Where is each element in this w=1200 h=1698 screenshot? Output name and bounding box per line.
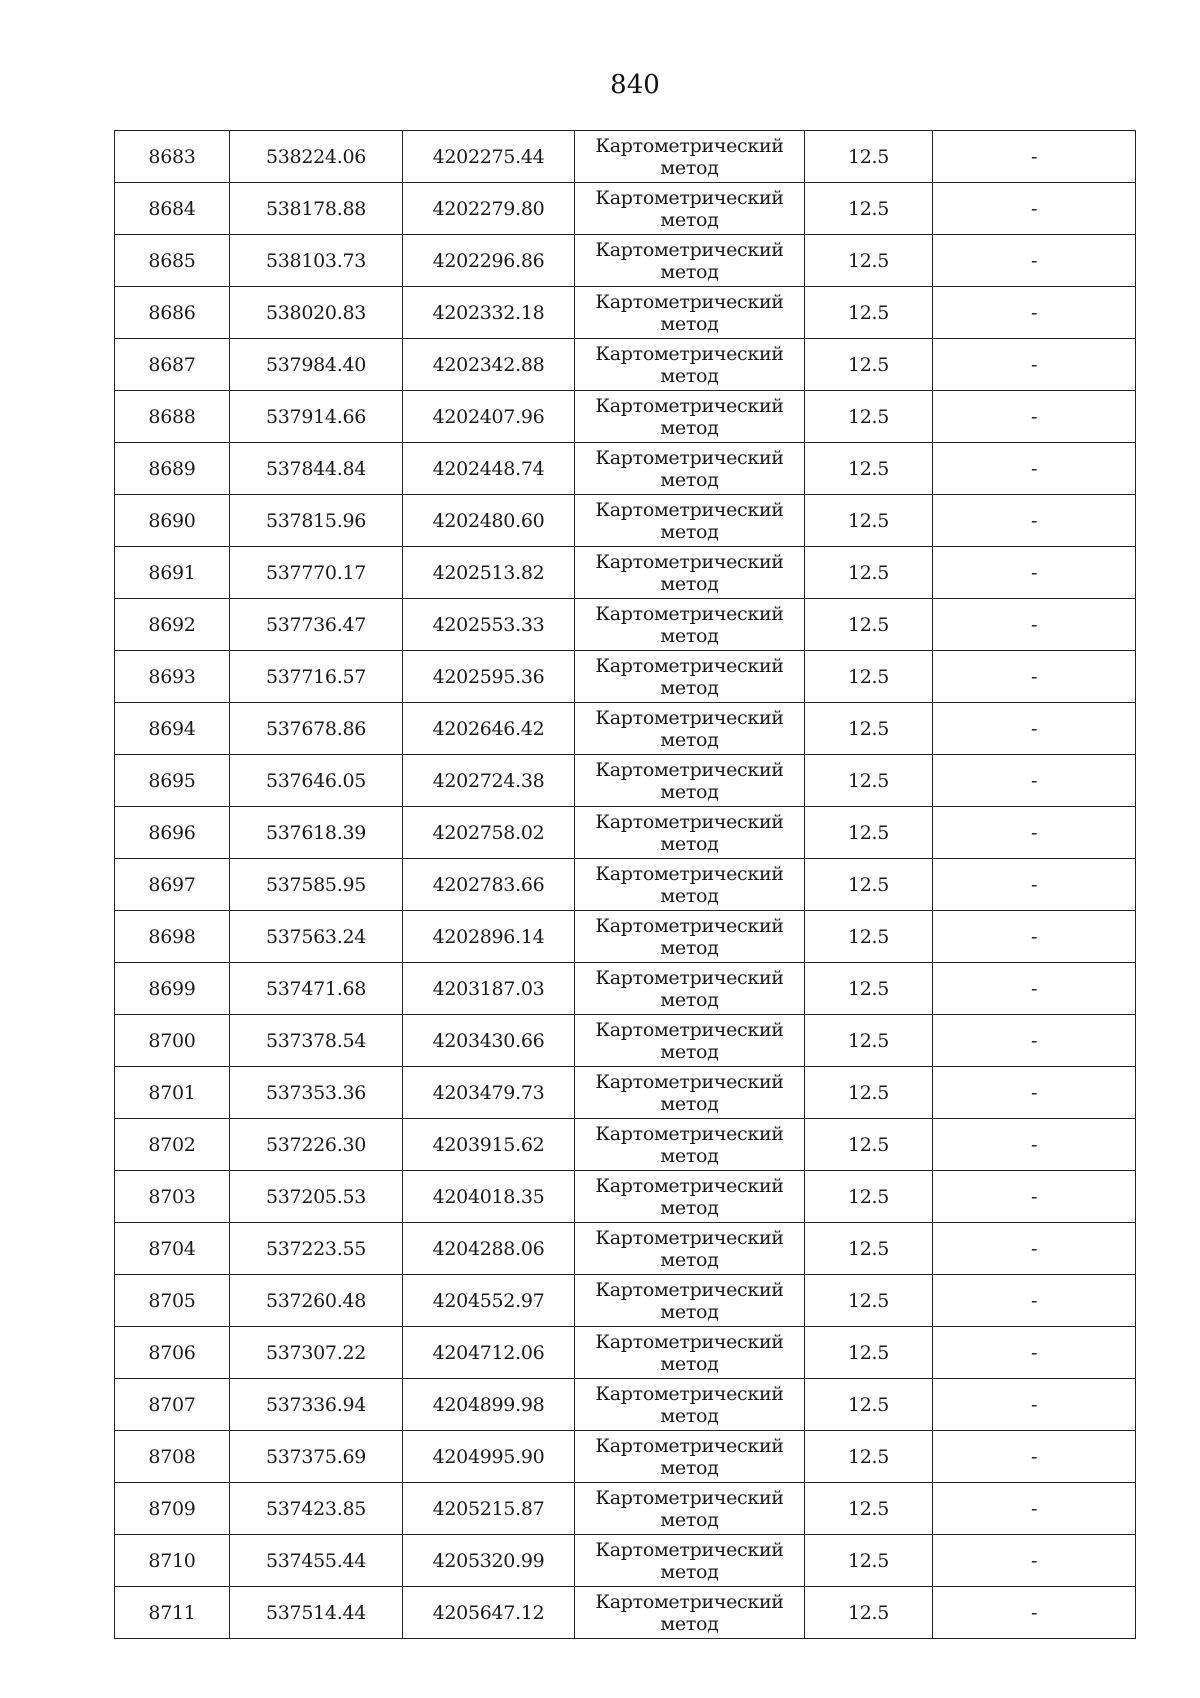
point-number-cell: 8711 [115, 1587, 230, 1639]
precision-cell: 12.5 [805, 1431, 933, 1483]
method-text-line: Картометрический [595, 914, 784, 937]
table-row [115, 1535, 1136, 1587]
y-coordinate-cell: 4202724.38 [403, 755, 575, 807]
y-coordinate-cell: 4202279.80 [403, 183, 575, 235]
x-coordinate-cell: 537563.24 [230, 911, 403, 963]
method-cell [575, 443, 805, 495]
note-cell: - [933, 339, 1136, 391]
point-number-cell: 8706 [115, 1327, 230, 1379]
precision-cell: 12.5 [805, 1483, 933, 1535]
method-text-line: Картометрический [595, 1434, 784, 1457]
method-cell [575, 1327, 805, 1379]
method-text-line: Картометрический [595, 134, 784, 157]
method-text-line: Картометрический [595, 186, 784, 209]
method-text-line: Картометрический [595, 810, 784, 833]
x-coordinate-cell: 537646.05 [230, 755, 403, 807]
method-cell [575, 1067, 805, 1119]
method-text-line: Картометрический [595, 1122, 784, 1145]
page-number: 840 [610, 70, 660, 100]
table-row [115, 339, 1136, 391]
method-text-line: Картометрический [595, 498, 784, 521]
method-text-line: Картометрический [595, 446, 784, 469]
point-number-cell: 8700 [115, 1015, 230, 1067]
method-cell [575, 547, 805, 599]
x-coordinate-cell: 537336.94 [230, 1379, 403, 1431]
method-text-line: метод [660, 728, 719, 751]
method-cell [575, 495, 805, 547]
point-number-cell: 8687 [115, 339, 230, 391]
method-text-line: метод [660, 416, 719, 439]
note-cell: - [933, 807, 1136, 859]
method-text-line: метод [660, 1144, 719, 1167]
method-cell [575, 1535, 805, 1587]
table-row [115, 963, 1136, 1015]
y-coordinate-cell: 4202332.18 [403, 287, 575, 339]
precision-cell: 12.5 [805, 1587, 933, 1639]
x-coordinate-cell: 537736.47 [230, 599, 403, 651]
method-text-line: метод [660, 936, 719, 959]
method-text-line: метод [660, 1404, 719, 1427]
point-number-cell: 8694 [115, 703, 230, 755]
table-row [115, 807, 1136, 859]
method-cell [575, 1587, 805, 1639]
point-number-cell: 8690 [115, 495, 230, 547]
point-number-cell: 8695 [115, 755, 230, 807]
method-cell [575, 1275, 805, 1327]
note-cell: - [933, 1067, 1136, 1119]
method-cell [575, 235, 805, 287]
note-cell: - [933, 495, 1136, 547]
point-number-cell: 8699 [115, 963, 230, 1015]
x-coordinate-cell: 538103.73 [230, 235, 403, 287]
x-coordinate-cell: 537984.40 [230, 339, 403, 391]
precision-cell: 12.5 [805, 131, 933, 183]
method-text-line: Картометрический [595, 342, 784, 365]
method-text-line: Картометрический [595, 1278, 784, 1301]
precision-cell: 12.5 [805, 1275, 933, 1327]
table-row [115, 911, 1136, 963]
note-cell: - [933, 1431, 1136, 1483]
table-row [115, 1171, 1136, 1223]
x-coordinate-cell: 537353.36 [230, 1067, 403, 1119]
method-text-line: Картометрический [595, 290, 784, 313]
y-coordinate-cell: 4202896.14 [403, 911, 575, 963]
x-coordinate-cell: 537375.69 [230, 1431, 403, 1483]
precision-cell: 12.5 [805, 651, 933, 703]
precision-cell: 12.5 [805, 287, 933, 339]
y-coordinate-cell: 4204899.98 [403, 1379, 575, 1431]
point-number-cell: 8686 [115, 287, 230, 339]
y-coordinate-cell: 4204018.35 [403, 1171, 575, 1223]
method-cell [575, 339, 805, 391]
note-cell: - [933, 235, 1136, 287]
table-row [115, 131, 1136, 183]
precision-cell: 12.5 [805, 1015, 933, 1067]
y-coordinate-cell: 4203430.66 [403, 1015, 575, 1067]
method-text-line: метод [660, 468, 719, 491]
note-cell: - [933, 1119, 1136, 1171]
note-cell: - [933, 911, 1136, 963]
table-row [115, 755, 1136, 807]
method-cell [575, 963, 805, 1015]
precision-cell: 12.5 [805, 859, 933, 911]
x-coordinate-cell: 537716.57 [230, 651, 403, 703]
method-cell [575, 1223, 805, 1275]
table-row [115, 1483, 1136, 1535]
note-cell: - [933, 1483, 1136, 1535]
y-coordinate-cell: 4204995.90 [403, 1431, 575, 1483]
method-text-line: метод [660, 676, 719, 699]
precision-cell: 12.5 [805, 235, 933, 287]
point-number-cell: 8684 [115, 183, 230, 235]
method-text-line: Картометрический [595, 1018, 784, 1041]
method-cell [575, 287, 805, 339]
method-text-line: Картометрический [595, 758, 784, 781]
y-coordinate-cell: 4205215.87 [403, 1483, 575, 1535]
point-number-cell: 8705 [115, 1275, 230, 1327]
y-coordinate-cell: 4202275.44 [403, 131, 575, 183]
method-text-line: метод [660, 624, 719, 647]
method-text-line: метод [660, 260, 719, 283]
method-text-line: Картометрический [595, 1070, 784, 1093]
note-cell: - [933, 183, 1136, 235]
method-text-line: Картометрический [595, 602, 784, 625]
point-number-cell: 8692 [115, 599, 230, 651]
precision-cell: 12.5 [805, 1535, 933, 1587]
point-number-cell: 8683 [115, 131, 230, 183]
method-cell [575, 391, 805, 443]
note-cell: - [933, 1327, 1136, 1379]
note-cell: - [933, 443, 1136, 495]
method-text-line: метод [660, 832, 719, 855]
method-cell [575, 599, 805, 651]
method-cell [575, 1171, 805, 1223]
note-cell: - [933, 651, 1136, 703]
method-text-line: метод [660, 988, 719, 1011]
precision-cell: 12.5 [805, 547, 933, 599]
note-cell: - [933, 1015, 1136, 1067]
method-text-line: метод [660, 1560, 719, 1583]
point-number-cell: 8701 [115, 1067, 230, 1119]
y-coordinate-cell: 4203187.03 [403, 963, 575, 1015]
precision-cell: 12.5 [805, 1223, 933, 1275]
method-text-line: Картометрический [595, 550, 784, 573]
method-text-line: метод [660, 884, 719, 907]
x-coordinate-cell: 537455.44 [230, 1535, 403, 1587]
y-coordinate-cell: 4204552.97 [403, 1275, 575, 1327]
note-cell: - [933, 859, 1136, 911]
method-text-line: метод [660, 780, 719, 803]
point-number-cell: 8703 [115, 1171, 230, 1223]
method-text-line: метод [660, 1612, 719, 1635]
x-coordinate-cell: 537307.22 [230, 1327, 403, 1379]
x-coordinate-cell: 537585.95 [230, 859, 403, 911]
table-row [115, 547, 1136, 599]
precision-cell: 12.5 [805, 911, 933, 963]
precision-cell: 12.5 [805, 703, 933, 755]
method-text-line: Картометрический [595, 706, 784, 729]
method-cell [575, 131, 805, 183]
method-text-line: метод [660, 1196, 719, 1219]
coordinates-table-body [115, 131, 1136, 1639]
method-cell [575, 703, 805, 755]
note-cell: - [933, 287, 1136, 339]
note-cell: - [933, 1379, 1136, 1431]
precision-cell: 12.5 [805, 339, 933, 391]
table-row [115, 651, 1136, 703]
precision-cell: 12.5 [805, 1171, 933, 1223]
method-cell [575, 911, 805, 963]
y-coordinate-cell: 4202595.36 [403, 651, 575, 703]
table-row [115, 703, 1136, 755]
point-number-cell: 8697 [115, 859, 230, 911]
method-cell [575, 1431, 805, 1483]
method-text-line: Картометрический [595, 1226, 784, 1249]
method-text-line: метод [660, 572, 719, 595]
x-coordinate-cell: 537423.85 [230, 1483, 403, 1535]
y-coordinate-cell: 4204712.06 [403, 1327, 575, 1379]
method-cell [575, 1119, 805, 1171]
x-coordinate-cell: 538020.83 [230, 287, 403, 339]
note-cell: - [933, 391, 1136, 443]
precision-cell: 12.5 [805, 1119, 933, 1171]
y-coordinate-cell: 4205647.12 [403, 1587, 575, 1639]
table-row [115, 1327, 1136, 1379]
precision-cell: 12.5 [805, 391, 933, 443]
point-number-cell: 8689 [115, 443, 230, 495]
y-coordinate-cell: 4203479.73 [403, 1067, 575, 1119]
note-cell: - [933, 599, 1136, 651]
table-row [115, 1431, 1136, 1483]
precision-cell: 12.5 [805, 1067, 933, 1119]
point-number-cell: 8698 [115, 911, 230, 963]
point-number-cell: 8708 [115, 1431, 230, 1483]
table-row [115, 1275, 1136, 1327]
point-number-cell: 8685 [115, 235, 230, 287]
x-coordinate-cell: 537223.55 [230, 1223, 403, 1275]
table-row [115, 443, 1136, 495]
method-cell [575, 859, 805, 911]
method-text-line: Картометрический [595, 1538, 784, 1561]
method-text-line: метод [660, 208, 719, 231]
y-coordinate-cell: 4205320.99 [403, 1535, 575, 1587]
method-text-line: метод [660, 1300, 719, 1323]
point-number-cell: 8709 [115, 1483, 230, 1535]
precision-cell: 12.5 [805, 443, 933, 495]
point-number-cell: 8693 [115, 651, 230, 703]
y-coordinate-cell: 4202553.33 [403, 599, 575, 651]
method-text-line: метод [660, 1092, 719, 1115]
x-coordinate-cell: 537471.68 [230, 963, 403, 1015]
method-text-line: Картометрический [595, 394, 784, 417]
x-coordinate-cell: 538224.06 [230, 131, 403, 183]
y-coordinate-cell: 4202783.66 [403, 859, 575, 911]
method-text-line: Картометрический [595, 966, 784, 989]
note-cell: - [933, 1223, 1136, 1275]
method-text-line: Картометрический [595, 654, 784, 677]
x-coordinate-cell: 538178.88 [230, 183, 403, 235]
y-coordinate-cell: 4202758.02 [403, 807, 575, 859]
method-cell [575, 1483, 805, 1535]
note-cell: - [933, 1275, 1136, 1327]
table-row [115, 1015, 1136, 1067]
note-cell: - [933, 755, 1136, 807]
precision-cell: 12.5 [805, 599, 933, 651]
note-cell: - [933, 547, 1136, 599]
point-number-cell: 8710 [115, 1535, 230, 1587]
point-number-cell: 8704 [115, 1223, 230, 1275]
method-cell [575, 1015, 805, 1067]
method-text-line: Картометрический [595, 1590, 784, 1613]
y-coordinate-cell: 4204288.06 [403, 1223, 575, 1275]
table-row [115, 1379, 1136, 1431]
method-text-line: Картометрический [595, 1330, 784, 1353]
point-number-cell: 8707 [115, 1379, 230, 1431]
table-row [115, 1119, 1136, 1171]
table-row [115, 287, 1136, 339]
y-coordinate-cell: 4202448.74 [403, 443, 575, 495]
note-cell: - [933, 1587, 1136, 1639]
method-text-line: метод [660, 1040, 719, 1063]
x-coordinate-cell: 537618.39 [230, 807, 403, 859]
x-coordinate-cell: 537514.44 [230, 1587, 403, 1639]
table-row [115, 1587, 1136, 1639]
method-text-line: метод [660, 312, 719, 335]
x-coordinate-cell: 537378.54 [230, 1015, 403, 1067]
method-text-line: метод [660, 520, 719, 543]
note-cell: - [933, 703, 1136, 755]
note-cell: - [933, 963, 1136, 1015]
y-coordinate-cell: 4202480.60 [403, 495, 575, 547]
precision-cell: 12.5 [805, 1327, 933, 1379]
precision-cell: 12.5 [805, 183, 933, 235]
table-row [115, 391, 1136, 443]
method-cell [575, 651, 805, 703]
y-coordinate-cell: 4202342.88 [403, 339, 575, 391]
x-coordinate-cell: 537205.53 [230, 1171, 403, 1223]
table-row [115, 235, 1136, 287]
table-row [115, 599, 1136, 651]
point-number-cell: 8702 [115, 1119, 230, 1171]
method-text-line: метод [660, 1248, 719, 1271]
method-text-line: Картометрический [595, 1382, 784, 1405]
table-row [115, 859, 1136, 911]
y-coordinate-cell: 4203915.62 [403, 1119, 575, 1171]
point-number-cell: 8691 [115, 547, 230, 599]
method-cell [575, 755, 805, 807]
note-cell: - [933, 1535, 1136, 1587]
method-text-line: метод [660, 1508, 719, 1531]
x-coordinate-cell: 537678.86 [230, 703, 403, 755]
method-text-line: метод [660, 1456, 719, 1479]
x-coordinate-cell: 537844.84 [230, 443, 403, 495]
method-cell [575, 1379, 805, 1431]
point-number-cell: 8696 [115, 807, 230, 859]
table-row [115, 183, 1136, 235]
method-text-line: метод [660, 364, 719, 387]
table-row [115, 495, 1136, 547]
precision-cell: 12.5 [805, 1379, 933, 1431]
method-cell [575, 183, 805, 235]
x-coordinate-cell: 537815.96 [230, 495, 403, 547]
note-cell: - [933, 131, 1136, 183]
x-coordinate-cell: 537770.17 [230, 547, 403, 599]
y-coordinate-cell: 4202407.96 [403, 391, 575, 443]
point-number-cell: 8688 [115, 391, 230, 443]
method-text-line: Картометрический [595, 1486, 784, 1509]
table-row [115, 1223, 1136, 1275]
method-text-line: метод [660, 156, 719, 179]
method-cell [575, 807, 805, 859]
coordinates-table [114, 130, 1136, 1639]
precision-cell: 12.5 [805, 495, 933, 547]
y-coordinate-cell: 4202513.82 [403, 547, 575, 599]
y-coordinate-cell: 4202646.42 [403, 703, 575, 755]
precision-cell: 12.5 [805, 755, 933, 807]
precision-cell: 12.5 [805, 807, 933, 859]
note-cell: - [933, 1171, 1136, 1223]
x-coordinate-cell: 537226.30 [230, 1119, 403, 1171]
method-text-line: Картометрический [595, 1174, 784, 1197]
y-coordinate-cell: 4202296.86 [403, 235, 575, 287]
method-text-line: метод [660, 1352, 719, 1375]
method-text-line: Картометрический [595, 862, 784, 885]
method-text-line: Картометрический [595, 238, 784, 261]
table-row [115, 1067, 1136, 1119]
precision-cell: 12.5 [805, 963, 933, 1015]
x-coordinate-cell: 537260.48 [230, 1275, 403, 1327]
x-coordinate-cell: 537914.66 [230, 391, 403, 443]
